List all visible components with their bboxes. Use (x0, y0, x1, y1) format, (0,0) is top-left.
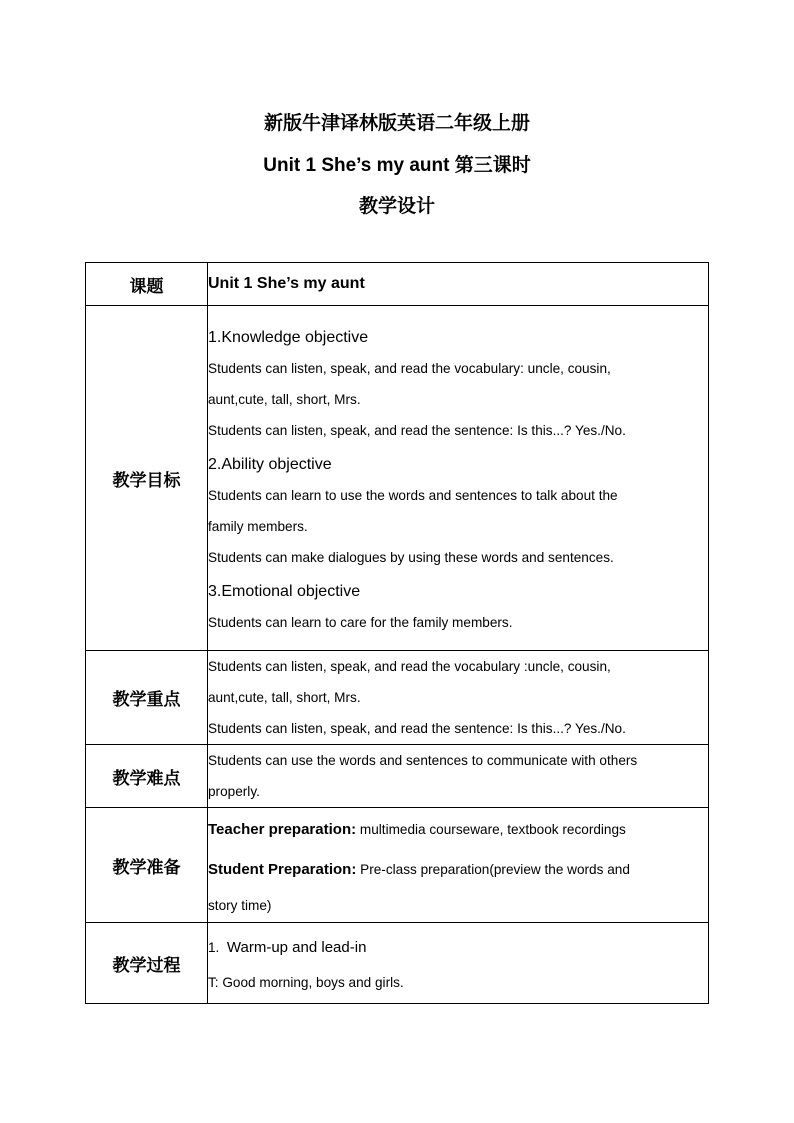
key-points-line-3: Students can listen, speak, and read the sentence: Is this...? Yes./No. (208, 721, 626, 736)
key-points-cell (208, 651, 709, 745)
process-step-1-number: 1. (208, 939, 220, 955)
teacher-preparation-label: Teacher preparation: (208, 820, 357, 838)
table-row-process (86, 923, 709, 1004)
ability-heading: 2.Ability objective (208, 455, 332, 473)
lesson-plan-table (85, 262, 709, 1004)
knowledge-heading: 1.Knowledge objective (208, 328, 369, 346)
preparation-label: 教学准备 (86, 808, 208, 923)
process-step-1-title: Warm-up and lead-in (226, 938, 367, 956)
student-preparation-text: Pre-class preparation(preview the words and (356, 861, 630, 877)
topic-value: Unit 1 She’s my aunt (208, 275, 365, 292)
knowledge-line-3: Students can listen, speak, and read the sentence: Is this...? Yes./No. (208, 422, 626, 438)
topic-cell (208, 263, 709, 306)
key-points-line-2: aunt,cute, tall, short, Mrs. (208, 690, 361, 705)
table-row-preparation (86, 808, 709, 923)
title-line-2: Unit 1 She’s my aunt 第三课时 (263, 155, 531, 176)
emotional-line-1: Students can learn to care for the family members. (208, 614, 513, 630)
emotional-heading: 3.Emotional objective (208, 582, 361, 600)
student-preparation-label: Student Preparation: (208, 860, 357, 878)
table-row-key-points (86, 651, 709, 745)
title-line-3: 教学设计 (358, 196, 435, 217)
objectives-label: 教学目标 (86, 306, 208, 651)
table-row-topic (86, 263, 709, 306)
objectives-cell (208, 306, 709, 651)
ability-line-2: family members. (208, 518, 308, 534)
difficulties-cell (208, 745, 709, 808)
process-cell (208, 923, 709, 1004)
student-preparation-line (208, 850, 708, 890)
key-points-label: 教学重点 (86, 651, 208, 745)
teacher-preparation-text: multimedia courseware, textbook recordings (356, 821, 626, 837)
table-row-difficulties (86, 745, 709, 808)
process-label: 教学过程 (86, 923, 208, 1004)
student-preparation-line-2: story time) (208, 897, 272, 913)
process-line-1: T: Good morning, boys and girls. (208, 974, 404, 990)
teacher-preparation-line (208, 810, 708, 850)
topic-label: 课题 (86, 263, 208, 306)
knowledge-line-2: aunt,cute, tall, short, Mrs. (208, 391, 361, 407)
title-line-1: 新版牛津译林版英语二年级上册 (263, 113, 530, 134)
table-row-objectives (86, 306, 709, 651)
key-points-line-1: Students can listen, speak, and read the vocabulary :uncle, cousin, (208, 659, 611, 674)
difficulties-line-1: Students can use the words and sentences to communicate with others (208, 753, 638, 768)
preparation-cell (208, 808, 709, 923)
process-step-1 (208, 929, 708, 967)
difficulties-label: 教学难点 (86, 745, 208, 808)
difficulties-line-2: properly. (208, 784, 260, 799)
knowledge-line-1: Students can listen, speak, and read the vocabulary: uncle, cousin, (208, 360, 611, 376)
ability-line-3: Students can make dialogues by using these words and sentences. (208, 549, 614, 565)
ability-line-1: Students can learn to use the words and sentences to talk about the (208, 487, 618, 503)
